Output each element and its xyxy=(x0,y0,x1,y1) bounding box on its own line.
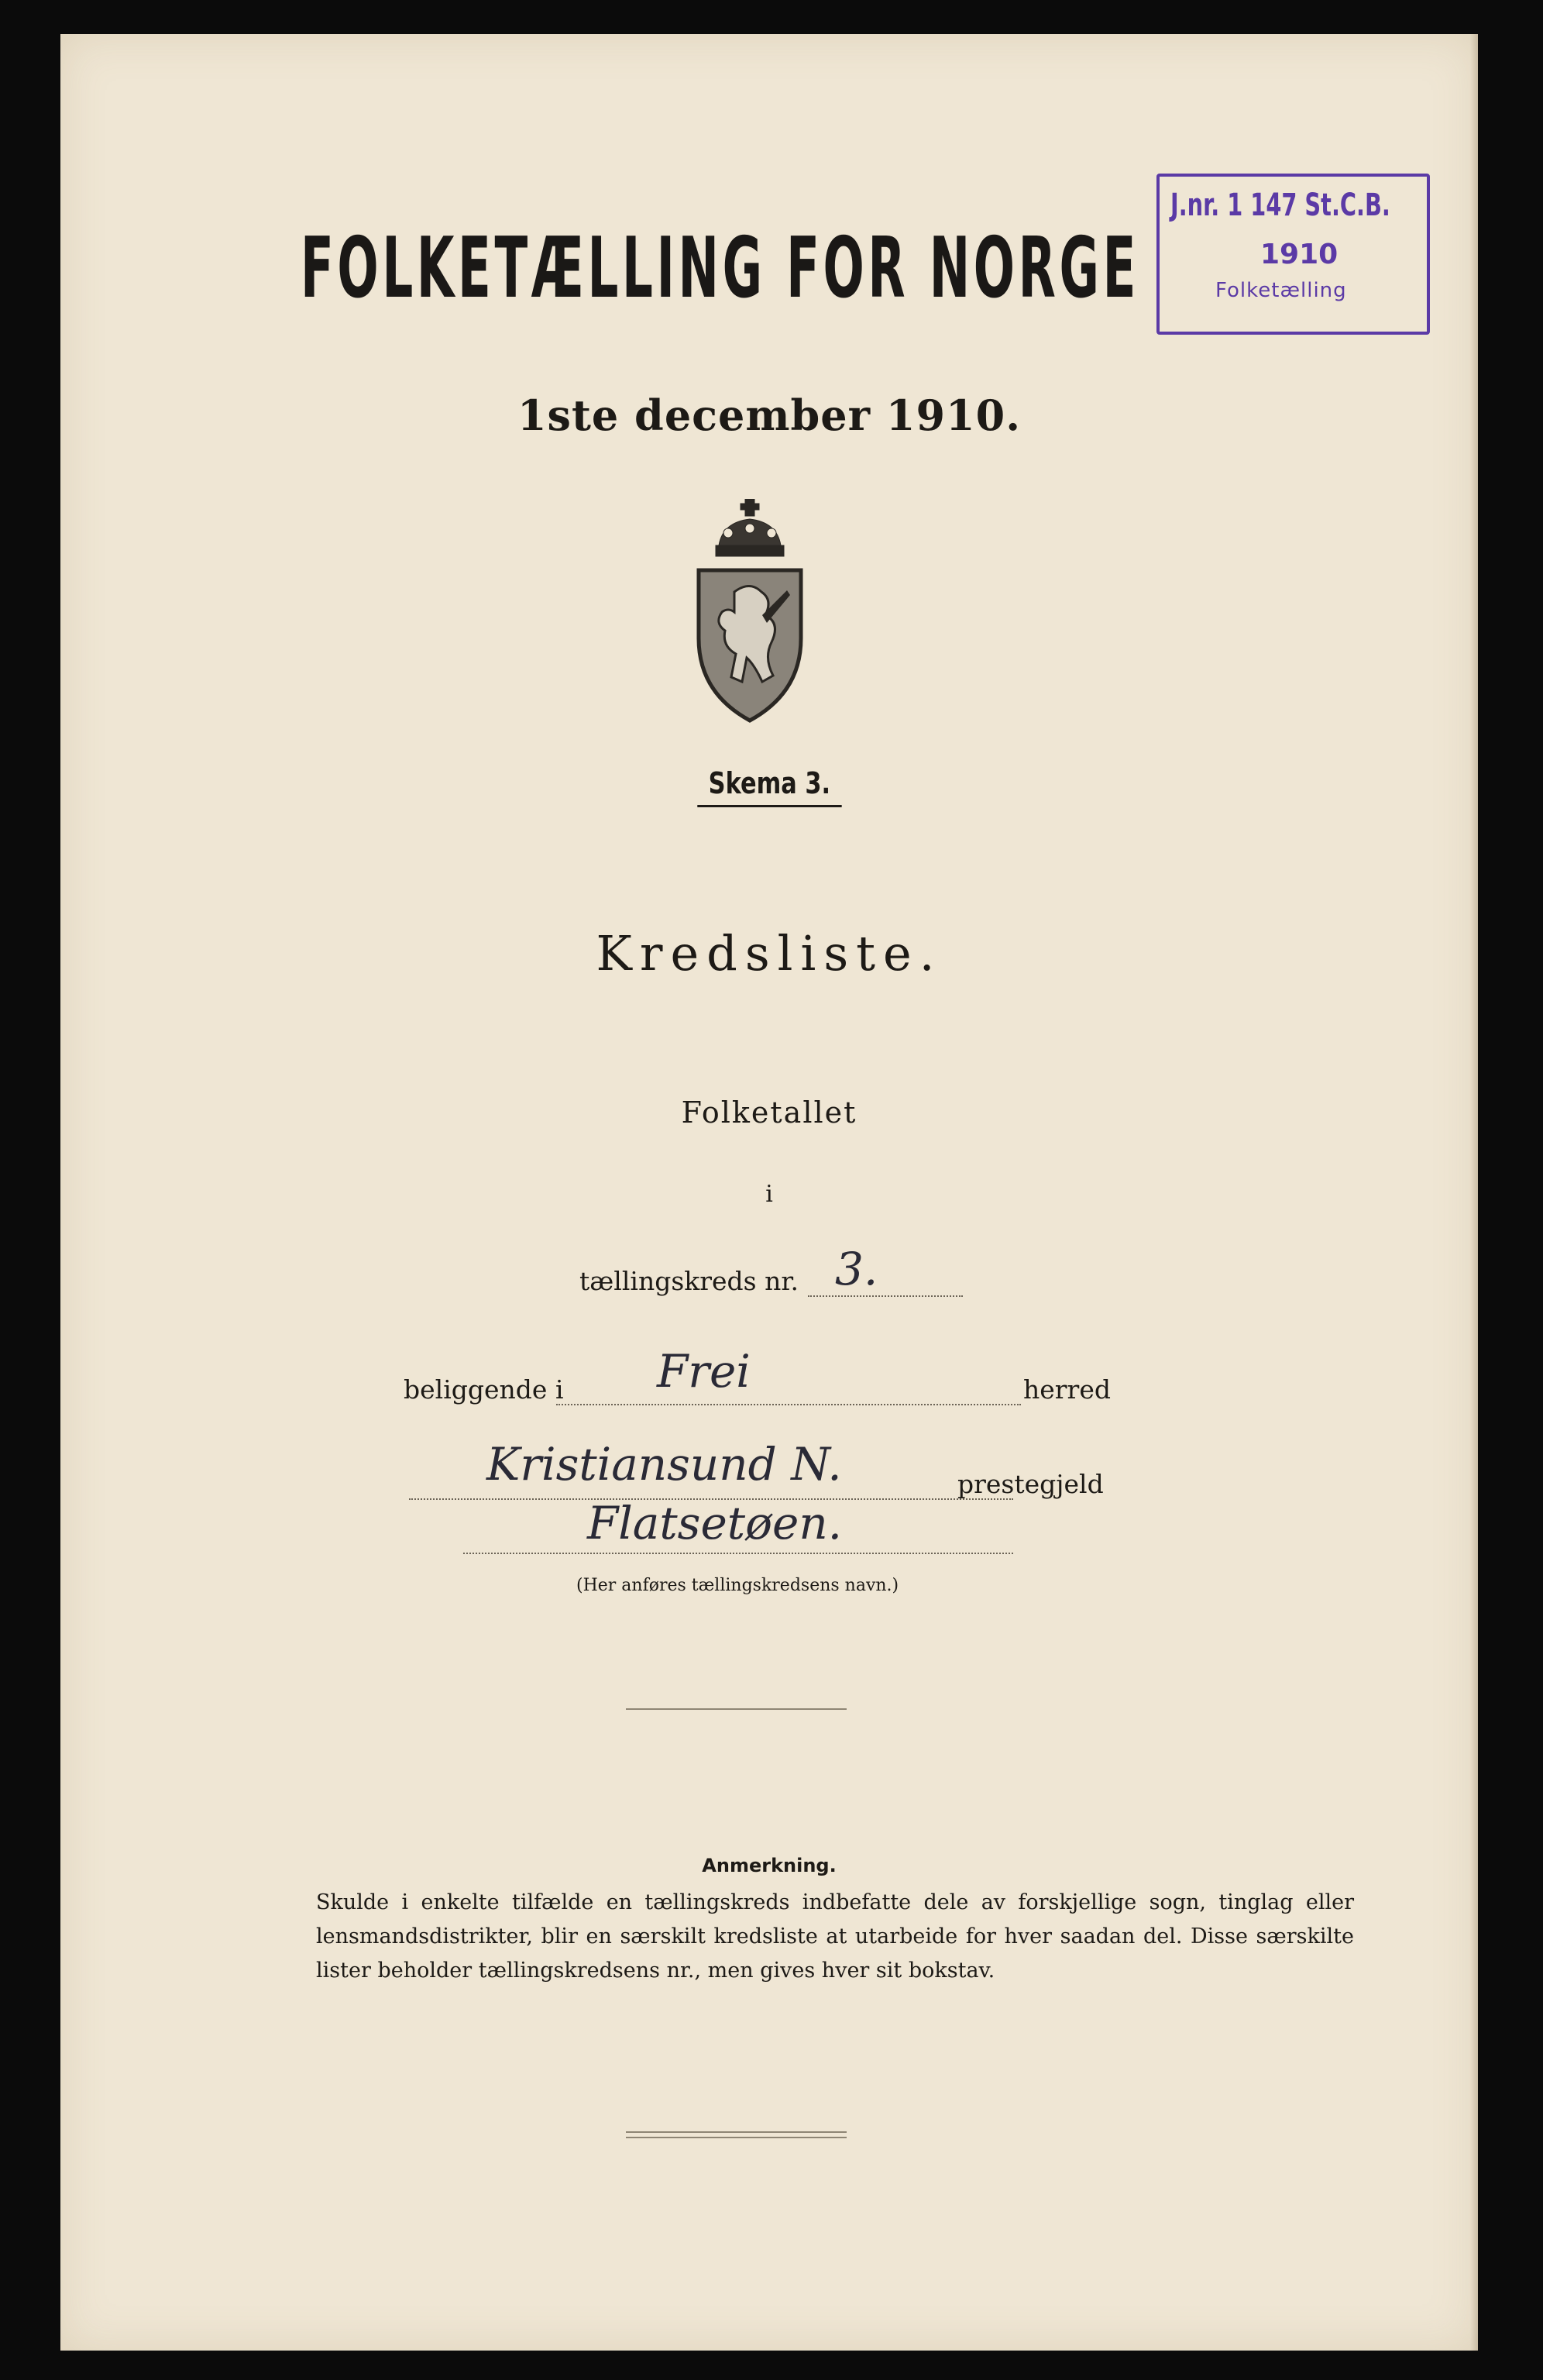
district-number-label: tællingskreds nr. xyxy=(579,1266,799,1296)
located-line xyxy=(556,1404,1021,1405)
population-heading: Folketallet xyxy=(681,1095,857,1130)
stamp-journal-number: J.nr. 1 147 St.C.B. xyxy=(1170,187,1390,223)
divider-lower-1 xyxy=(626,2131,847,2133)
herred-label: herred xyxy=(1023,1374,1111,1405)
stamp-year: 1910 xyxy=(1260,239,1339,270)
parish-value: Kristiansund N. xyxy=(486,1438,842,1491)
divider-upper xyxy=(626,1708,847,1710)
circuit-name-line xyxy=(463,1553,1013,1554)
document-title: FOLKETÆLLING FOR NORGE xyxy=(301,220,1140,317)
located-value: Frei xyxy=(657,1345,751,1398)
census-date: 1ste december 1910. xyxy=(517,390,1022,440)
norwegian-coat-of-arms-icon xyxy=(688,499,812,724)
schema-label: Skema 3. xyxy=(60,766,1478,807)
note-text: Skulde i enkelte tilfælde en tællingskreds indbefatte dele av forskjellige sogn, tinglag eller lensmandsdistrikter, blir en særskilt kredsliste at utarbeide for hver saadan del. Disse særskilte lister beholder tællingskredsens nr., men gives hver sit bokstav. xyxy=(316,1890,1354,1983)
circuit-name-value: Flatsetøen. xyxy=(587,1497,843,1549)
district-number-line xyxy=(808,1295,963,1297)
list-title: Kredsliste. xyxy=(596,925,943,982)
located-label: beliggende i xyxy=(404,1374,564,1405)
divider-lower-2 xyxy=(626,2137,847,2138)
census-form-page xyxy=(60,34,1478,2351)
note-title: Anmerkning. xyxy=(702,1855,837,1876)
in-word: i xyxy=(765,1181,773,1208)
circuit-name-hint: (Her anføres tællingskredsens navn.) xyxy=(576,1576,899,1595)
archive-stamp xyxy=(1156,174,1430,335)
stamp-label: Folketælling xyxy=(1215,279,1347,302)
parish-label: prestegjeld xyxy=(957,1469,1104,1499)
district-number-value: 3. xyxy=(835,1243,878,1295)
